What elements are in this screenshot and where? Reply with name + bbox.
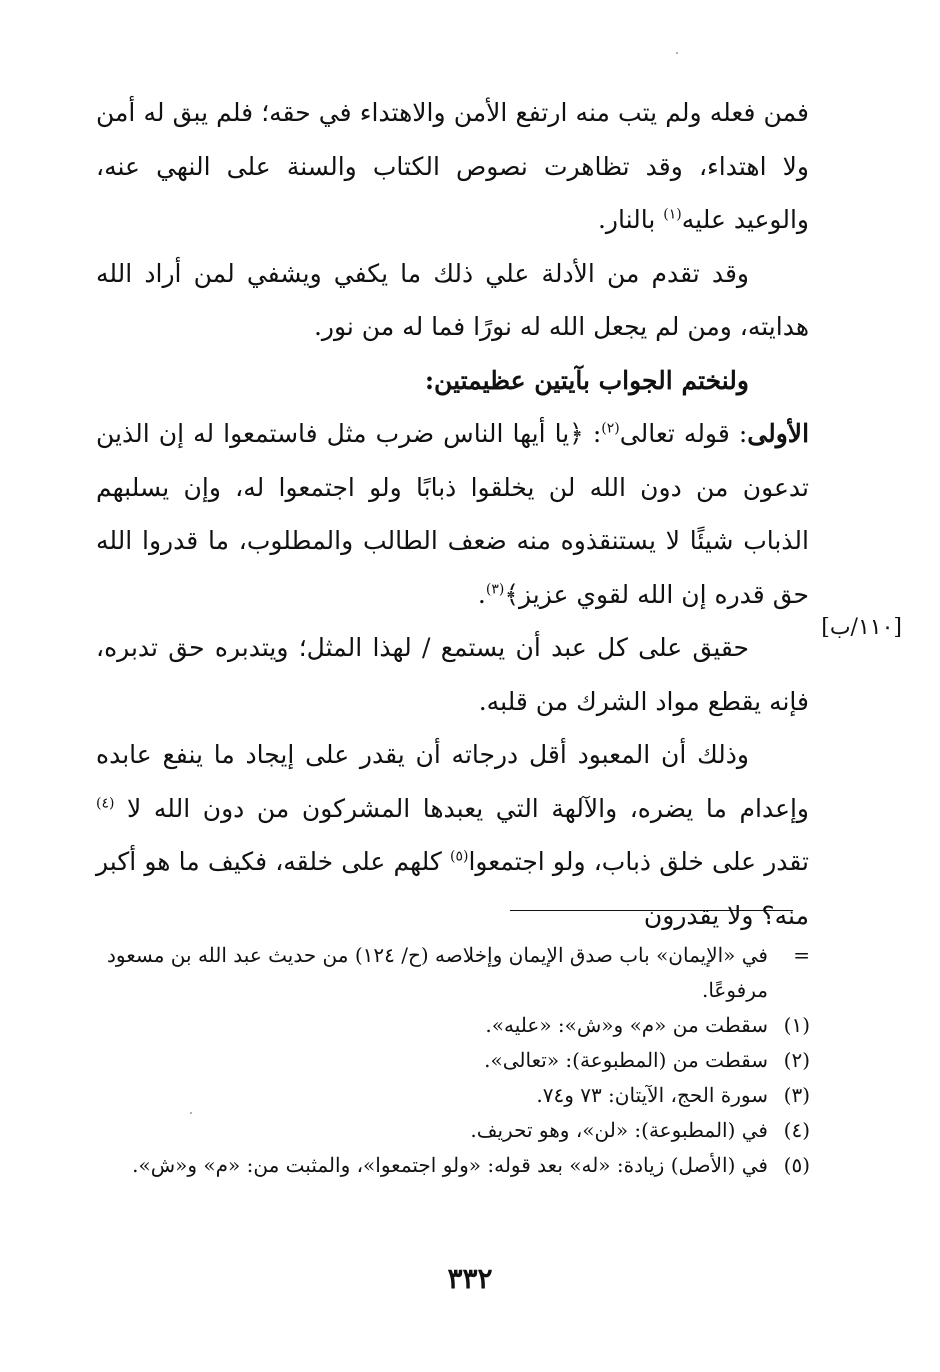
footnote-separator — [510, 910, 793, 911]
scan-speck — [676, 52, 678, 54]
footnote-ref-5[interactable]: (٥) — [449, 848, 469, 865]
footnote-text: سقطت من «م» و«ش»: «عليه». — [485, 1013, 768, 1037]
footnote-label: (١) — [783, 1013, 810, 1037]
footnote-text: في (الأصل) زيادة: «له» بعد قوله: «ولو اجتمعوا»، والمثبت من: «م» و«ش». — [132, 1153, 768, 1177]
footnote-label: = — [793, 943, 810, 967]
heading-two-verses: ولنختم الجواب بآيتين عظيمتين: — [424, 365, 749, 395]
manuscript-folio-marker: [١١٠/ب] — [821, 615, 902, 640]
footnote-text: في «الإيمان» باب صدق الإيمان وإخلاصه (ح/ ١٢٤) من حديث عبد الله بن مسعود مرفوعًا. — [107, 943, 768, 1002]
footnote-continuation — [96, 938, 810, 1008]
paragraph-2: وقد تقدم من الأدلة علي ذلك ما يكفي ويشفي لمن أراد الله هدايته، ومن لم يجعل الله له نورًا فما له من نور. — [96, 258, 809, 341]
footnote-3 — [96, 1078, 810, 1113]
footnote-text: سورة الحج، الآيتان: ٧٣ و٧٤. — [536, 1083, 768, 1107]
footnote-5 — [96, 1148, 810, 1183]
footnote-ref-2[interactable]: (٢) — [601, 420, 620, 437]
footnote-2 — [96, 1043, 810, 1078]
footnote-label: (٣) — [783, 1083, 810, 1107]
footnotes — [96, 938, 810, 1183]
footnote-1 — [96, 1008, 810, 1043]
footnote-label: (٢) — [783, 1048, 810, 1072]
footnote-text: في (المطبوعة): «لن»، وهو تحريف. — [470, 1118, 768, 1142]
paragraph-5: حقيق على كل عبد أن يستمع / لهذا المثل؛ ويتدبره حق تدبره، فإنه يقطع مواد الشرك من قلبه. — [96, 633, 809, 716]
footnote-ref-1[interactable]: (١) — [663, 206, 682, 223]
paragraph-1: فمن فعله ولم يتب منه ارتفع الأمن والاهتداء في حقه؛ فلم يبق له أمن ولا اهتداء، وقد تظاهرت نصوص الكتاب والسنة على النهي عنه، والوعيد عليه$^{(١)}$ بالنار. — [96, 98, 809, 234]
footnote-4 — [96, 1113, 810, 1148]
footnote-ref-4[interactable]: (٤) — [96, 795, 115, 812]
footnote-text: سقطت من (المطبوعة): «تعالى». — [484, 1048, 768, 1072]
paragraph-6: وذلك أن المعبود أقل درجاته أن يقدر على إيجاد ما ينفع عابده وإعدام ما يضره، والآلهة التي يعبدها المشركون من دون الله لا $^{(٤)}$ تقدر على خلق ذباب، ولو اجتمعوا$^{(٥)}$ كلهم على خلقه، فكيف ما هو أكبر منه؟ ولا يقدرون — [96, 740, 809, 930]
main-text — [96, 86, 809, 942]
footnote-label: (٤) — [783, 1118, 810, 1142]
paragraph-verse: الأولى: قوله تعالى$^{(٢)}$: ﴿يا أيها الناس ضرب مثل فاستمعوا له إن الذين تدعون من دون الله لن يخلقوا ذبابًا ولو اجتمعوا له، وإن يسلبهم الذباب شيئًا لا يستنقذوه منه ضعف الطالب والمطلوب، ما قدروا الله حق قدره إن الله لقوي عزيز﴾$^{(٣)}$. — [96, 419, 810, 609]
page-number: ٣٣٢ — [447, 1262, 493, 1295]
footnote-label: (٥) — [783, 1153, 810, 1177]
footnote-ref-3[interactable]: (٣) — [485, 581, 505, 598]
